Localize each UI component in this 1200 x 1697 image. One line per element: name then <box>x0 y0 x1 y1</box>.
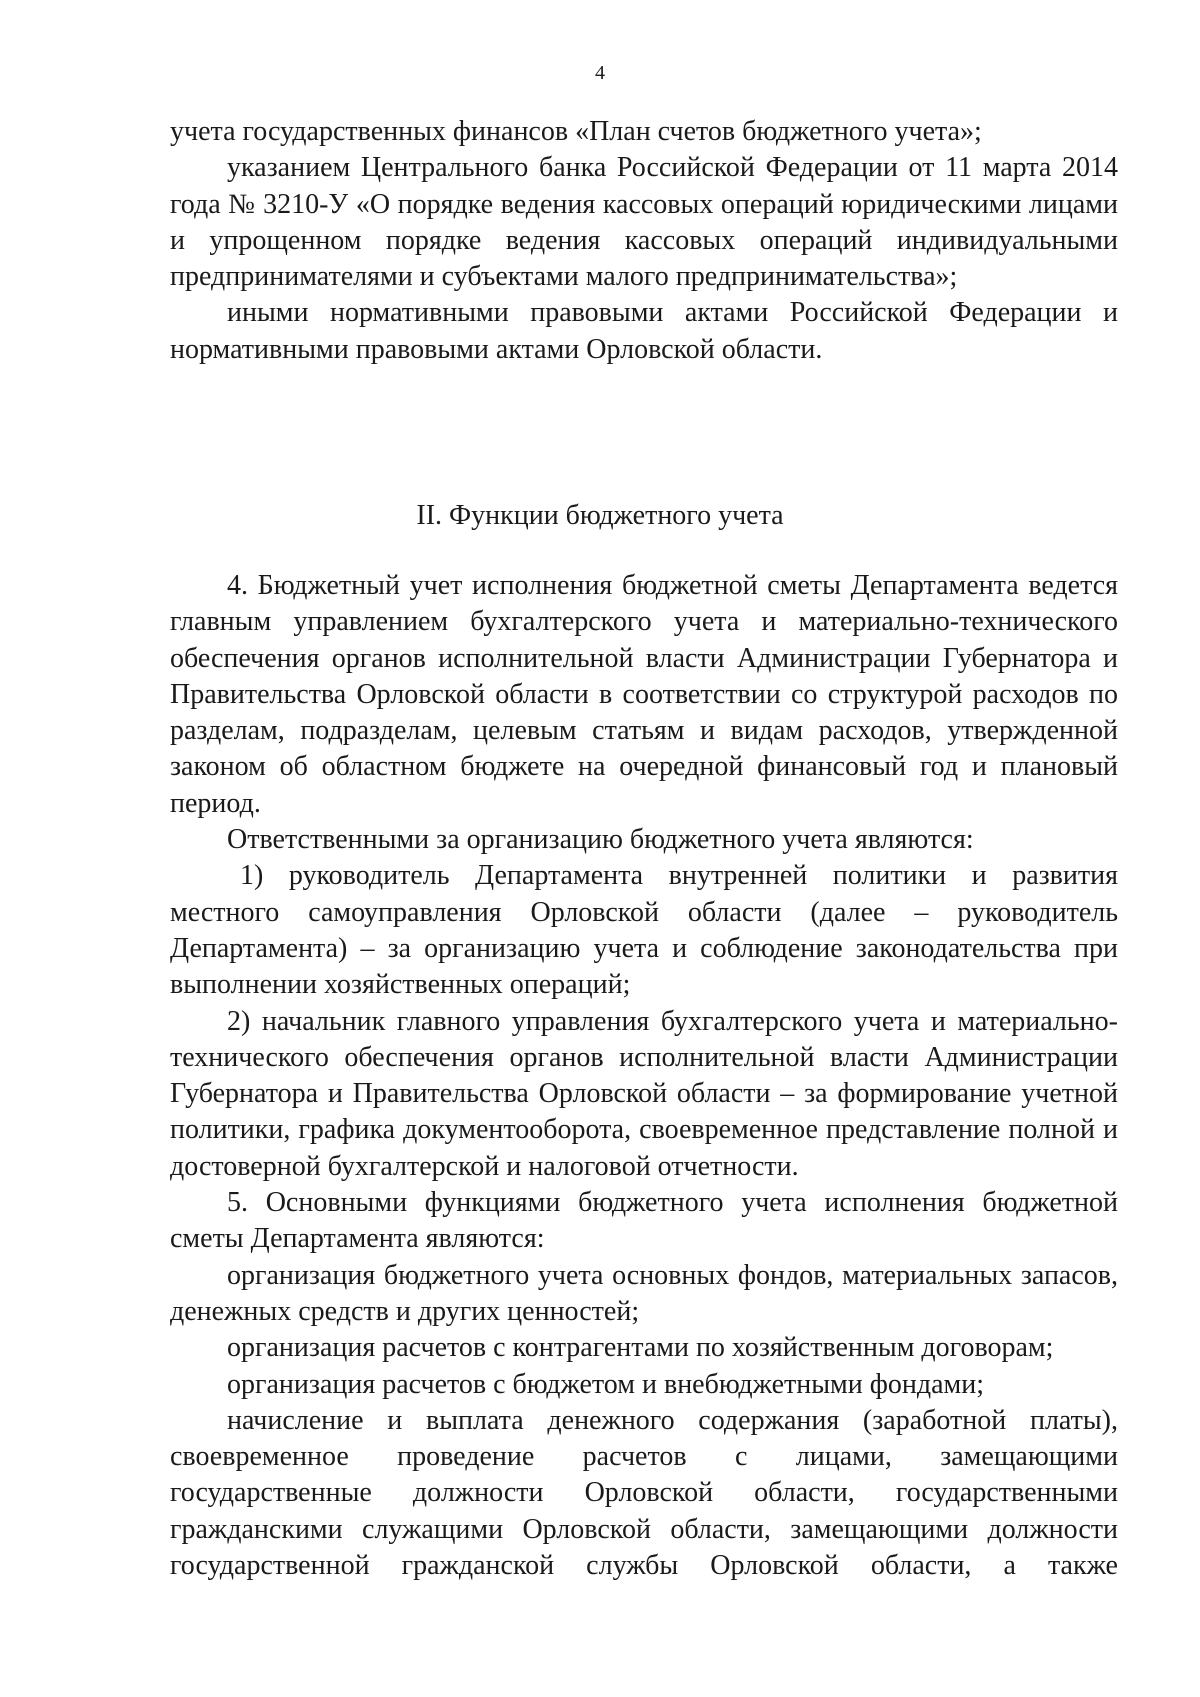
section-title: II. Функции бюджетного учета <box>416 500 784 531</box>
intro-block <box>170 114 1118 368</box>
body-paragraph: организация бюджетного учета основных фондов, материальных запасов, денежных средств и других ценностей; <box>170 1259 1118 1327</box>
body-paragraph: 4. Бюджетный учет исполнения бюджетной сметы Департамента ведется главным управлением бухгалтерского учета и материально-технического обеспечения органов исполнительной власти Администрации Губернатора и Правительства Орловской области в соответствии со структурой расходов по разделам, подразделам, целевым статьям и видам расходов, утвержденной законом об областном бюджете на очередной финансовый год и плановый период. <box>170 570 1118 819</box>
body-paragraph: 2) начальник главного управления бухгалтерского учета и материально-технического обеспечения органов исполнительной власти Администрации Губернатора и Правительства Орловской области – за формирование учетной политики, графика документооборота, своевременное представление полной и достоверной бухгалтерской и налоговой отчетности. <box>170 1005 1118 1182</box>
body-paragraph: 1) руководитель Департамента внутренней политики и развития местного самоуправления Орловской области (далее – руководитель Департамента) – за организацию учета и соблюдение законодательства при выполнении хозяйственных операций; <box>170 860 1118 1001</box>
body-paragraph: начисление и выплата денежного содержания (заработной платы), своевременное проведение расчетов с лицами, замещающими государственные должности Орловской области, государственными гражданскими служащими Орловской области, замещающими должности государственной гражданской службы Орловской области, а также <box>170 1404 1118 1582</box>
body-paragraph: организация расчетов с бюджетом и внебюджетными фондами; <box>227 1368 985 1400</box>
intro-paragraph: иными нормативными правовыми актами Российской Федерации и нормативными правовыми актами Орловской области. <box>170 297 1118 365</box>
intro-paragraph: указанием Центрального банка Российской Федерации от 11 марта 2014 года № 3210-У «О порядке ведения кассовых операций юридическими лицами и упрощенном порядке ведения кассовых операций индивидуальными предпринимателями и субъектами малого предпринимательства»; <box>170 152 1118 293</box>
body-paragraph: 5. Основными функциями бюджетного учета исполнения бюджетной сметы Департамента являются: <box>170 1187 1118 1255</box>
section-body <box>170 568 1118 1584</box>
page-number: 4 <box>595 62 605 84</box>
intro-paragraph: учета государственных финансов «План счетов бюджетного учета»; <box>170 116 982 147</box>
body-paragraph: Ответственными за организацию бюджетного учета являются: <box>227 824 974 856</box>
body-paragraph: организация расчетов с контрагентами по хозяйственным договорам; <box>227 1332 1054 1364</box>
